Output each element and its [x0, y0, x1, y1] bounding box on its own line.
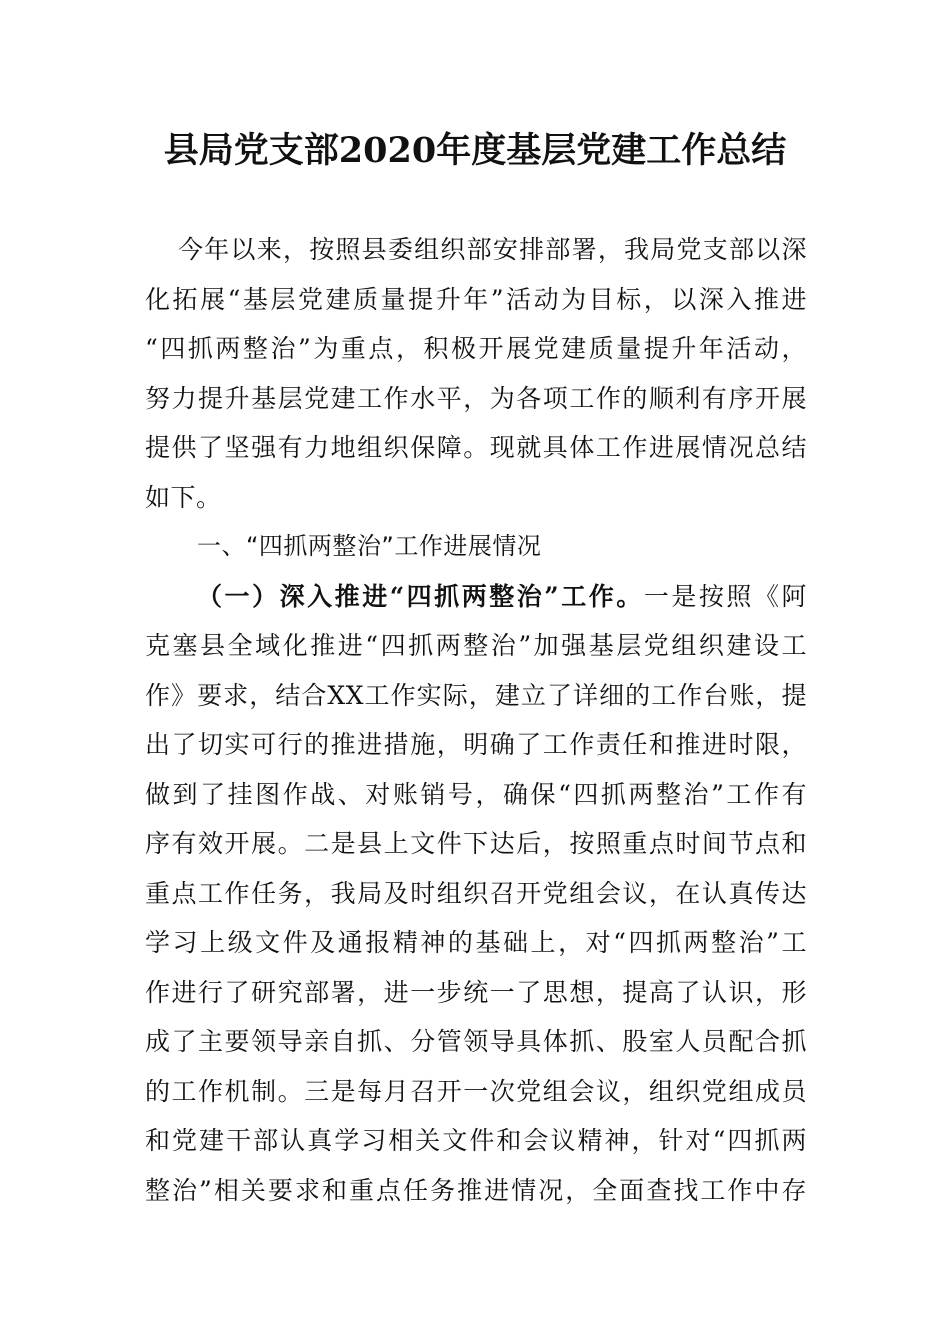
paragraph-line: 作》要求，结合XX工作实际，建立了详细的工作台账，提: [145, 680, 807, 710]
document-body: [145, 225, 807, 1215]
paragraph-line: 如下。: [145, 482, 222, 512]
paragraph-line: “四抓两整治”为重点，积极开展党建质量提升年活动，: [145, 334, 807, 363]
paragraph-line: 学习上级文件及通报精神的基础上，对“四抓两整治”工: [145, 928, 807, 957]
paragraph-line: 的工作机制。三是每月召开一次党组会议，组织党组成员: [145, 1076, 807, 1106]
subsection-heading: （一）深入推进“四抓两整治”工作。: [197, 581, 644, 611]
paragraph-line: 作进行了研究部署，进一步统一了思想，提高了认识，形: [145, 977, 807, 1007]
paragraph-line: 重点工作任务，我局及时组织召开党组会议，在认真传达: [145, 878, 807, 908]
paragraph-line: 整治”相关要求和重点任务推进情况，全面查找工作中存: [145, 1175, 807, 1205]
paragraph-line: 序有效开展。二是县上文件下达后，按照重点时间节点和: [145, 829, 807, 858]
paragraph-line: 努力提升基层党建工作水平，为各项工作的顺利有序开展: [145, 383, 807, 413]
document-title: 县局党支部2020年度基层党建工作总结: [163, 130, 787, 171]
paragraph-line: 做到了挂图作战、对账销号，确保“四抓两整治”工作有: [145, 779, 807, 809]
subsection-line: [145, 572, 807, 622]
paragraph-line-tail: 一是按照《阿: [643, 581, 807, 611]
paragraph-line: 出了切实可行的推进措施，明确了工作责任和推进时限，: [145, 730, 807, 759]
paragraph-line: 和党建干部认真学习相关文件和会议精神，针对“四抓两: [145, 1126, 807, 1155]
paragraph-line: 今年以来，按照县委组织部安排部署，我局党支部以深: [178, 235, 807, 264]
paragraph-line: 成了主要领导亲自抓、分管领导具体抓、股室人员配合抓: [145, 1027, 807, 1056]
paragraph-line: 化拓展“基层党建质量提升年”活动为目标，以深入推进: [145, 284, 807, 314]
section-heading: 一、“四抓两整治”工作进展情况: [197, 532, 542, 560]
paragraph-line: 提供了坚强有力地组织保障。现就具体工作进展情况总结: [145, 433, 807, 462]
paragraph-line: 克塞县全域化推进“四抓两整治”加强基层党组织建设工: [145, 631, 807, 660]
